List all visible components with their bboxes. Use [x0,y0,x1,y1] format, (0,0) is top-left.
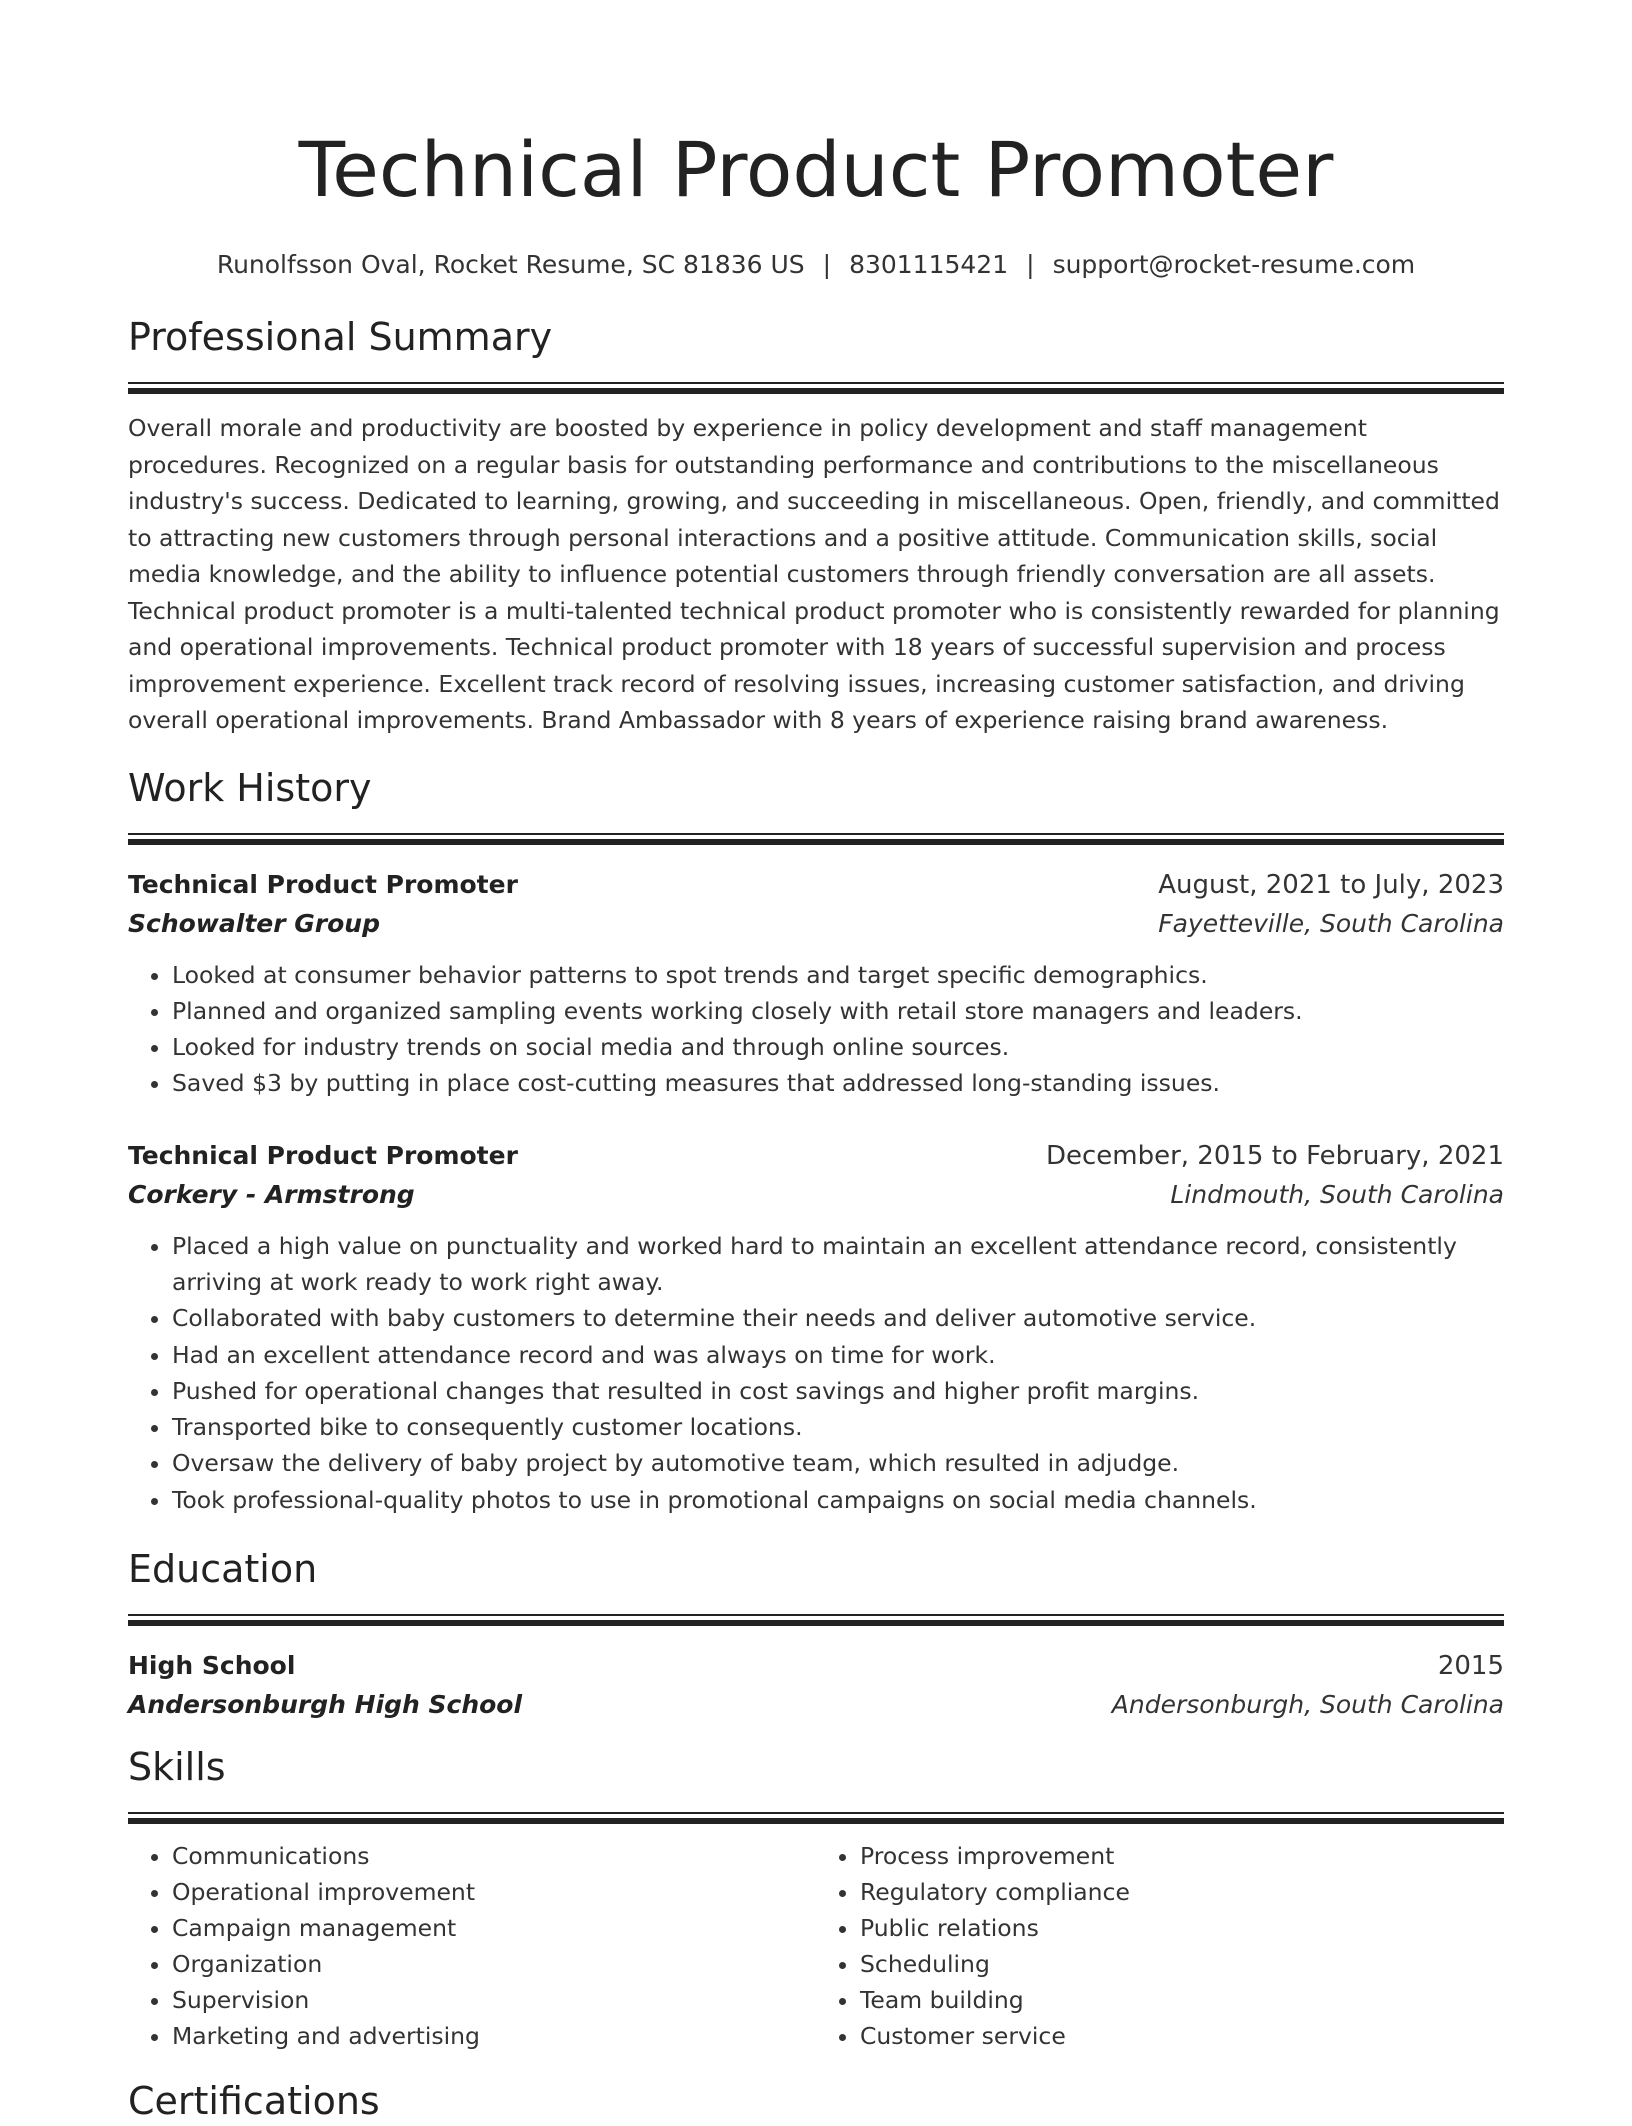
education-school-row [128,1686,1504,1724]
list-item: • Took professional-quality photos to use in promotional campaigns on social media channels. [172,1482,1504,1518]
list-item: • Looked for industry trends on social media and through online sources. [172,1029,1504,1065]
list-item: • Oversaw the delivery of baby project by automotive team, which resulted in adjudge. [172,1445,1504,1481]
skills-section [128,1742,1504,2054]
list-item: • Collaborated with baby customers to determine their needs and deliver automotive service. [172,1300,1504,1336]
certifications-section [128,2076,1504,2126]
list-item: • Transported bike to consequently customer locations. [172,1409,1504,1445]
list-item: • Scheduling [860,1946,1504,1982]
job-entry [128,1136,1504,1518]
list-item: • Saved $3 by putting in place cost-cutting measures that addressed long-standing issues. [172,1065,1504,1101]
section-divider [128,382,1504,394]
section-title-certifications: Certifications [128,2079,380,2124]
section-divider [128,1614,1504,1626]
skills-column-left [128,1838,816,2054]
education-header-row [128,1646,1504,1686]
contact-separator: | [1026,250,1035,279]
education-degree: High School [128,1651,296,1681]
list-item: • Looked at consumer behavior patterns to spot trends and target specific demographics. [172,957,1504,993]
list-item: • Process improvement [860,1838,1504,1874]
list-item: • Public relations [860,1910,1504,1946]
resume-name: Technical Product Promoter [298,125,1334,214]
section-title-summary: Professional Summary [128,315,553,359]
job-employer-row [128,905,1504,943]
section-title-education: Education [128,1547,318,1592]
summary-section [128,312,1504,739]
job-header-row [128,1136,1504,1176]
list-item: • Supervision [172,1982,816,2018]
job-bullets [128,957,1504,1102]
section-title-work-history: Work History [128,765,372,810]
education-section [128,1544,1504,1724]
contact-address: Runolfsson Oval, Rocket Resume, SC 81836 US [216,250,805,279]
skills-grid [128,1838,1504,2054]
job-employer: Schowalter Group [128,908,380,938]
list-item: • Regulatory compliance [860,1874,1504,1910]
job-bullets [128,1228,1504,1518]
skills-column-right [816,1838,1504,2054]
list-item: • Had an excellent attendance record and was always on time for work. [172,1337,1504,1373]
education-location: Andersonburgh, South Carolina [1111,1690,1504,1720]
list-item: • Organization [172,1946,816,1982]
education-entry [128,1646,1504,1724]
list-item: • Pushed for operational changes that resulted in cost savings and higher profit margins. [172,1373,1504,1409]
job-title: Technical Product Promoter [128,869,518,899]
list-item: • Operational improvement [172,1874,816,1910]
job-employer: Corkery - Armstrong [128,1179,415,1209]
contact-line [128,248,1504,282]
summary-text: Overall morale and productivity are boosted by experience in policy development and staff management procedures. Recognized on a regular basis for outstanding performance and contributions to the miscellaneous industry's success. Dedicated to learning, growing, and succeeding in miscellaneous. Open, friendly, and committed to attracting new customers through personal interactions and a positive attitude. Communication skills, social media knowledge, and the ability to influence potential customers through friendly conversation are all assets. Technical product promoter is a multi-talented technical product promoter who is consistently rewarded for planning and operational improvements. Technical product promoter with 18 years of successful supervision and process improvement experience. Excellent track record of resolving issues, increasing customer satisfaction, and driving overall operational improvements. Brand Ambassador with 8 years of experience raising brand awareness. [128,414,1500,734]
list-item: • Team building [860,1982,1504,2018]
job-dates: August, 2021 to July, 2023 [1158,869,1504,900]
contact-email: support@rocket-resume.com [1052,250,1416,279]
job-employer-row [128,1176,1504,1214]
list-item: • Placed a high value on punctuality and worked hard to maintain an excellent attendance record, consistently arriving at work ready to work right away. [172,1228,1504,1301]
job-entry [128,865,1504,1102]
job-location: Fayetteville, South Carolina [1158,908,1504,938]
job-title: Technical Product Promoter [128,1140,518,1170]
list-item: • Campaign management [172,1910,816,1946]
contact-separator: | [822,250,832,279]
section-title-skills: Skills [128,1745,226,1790]
education-year: 2015 [1437,1651,1504,1682]
list-item: • Planned and organized sampling events working closely with retail store managers and leaders. [172,993,1504,1029]
contact-phone: 8301115421 [849,250,1009,279]
job-dates: December, 2015 to February, 2021 [1045,1140,1504,1171]
list-item: • Communications [172,1838,816,1874]
section-divider [128,833,1504,845]
job-header-row [128,865,1504,905]
work-history-section [128,763,1504,1519]
list-item: • Marketing and advertising [172,2018,816,2054]
list-item: • Customer service [860,2018,1504,2054]
job-location: Lindmouth, South Carolina [1170,1179,1504,1209]
education-school: Andersonburgh High School [128,1690,523,1720]
section-divider [128,1812,1504,1824]
